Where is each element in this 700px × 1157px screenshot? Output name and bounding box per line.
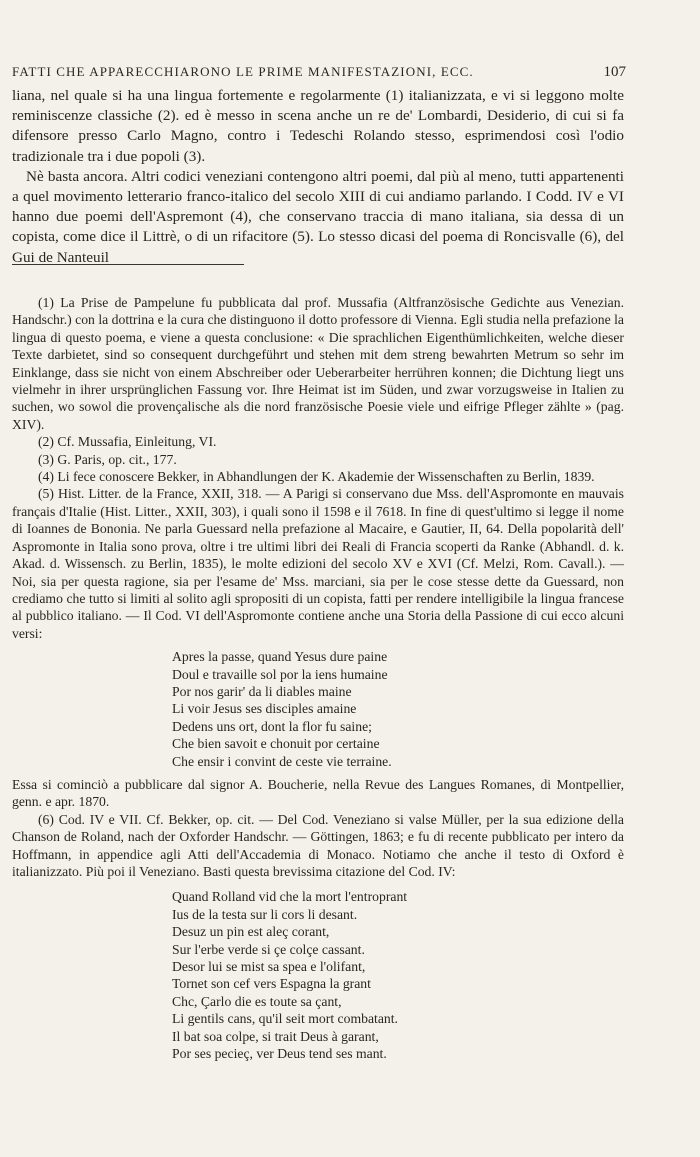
footnote-2: (2) Cf. Mussafia, Einleitung, VI. [38, 434, 217, 450]
footnote-1: (1) La Prise de Pampelune fu pubblicata dal prof. Mussafia (Altfranzösische Gedichte aus Venezian. Handschr.) con la dottrina e la cura che distinguono il dotto professore di Vienna. Egli studia nella prefazione la lingua di questo poema, e viene a questa conclusione: « Die sprachlichen Eigenthümlichkeiten, welche dieser Texte darbietet, sind so consequent durchgeführt und stehen mit dem streng bewahrten Metrum so sehr im Einklange, dass sie nicht von einem Abschreiber oder Ueberarbeiter herrühren konnen; die Dichtung liegt uns vielmehr in ihrer ursprünglichen Fassung vor. Ihre Heimat ist im Süden, und zwar vorzugsweise in Italien zu suchen, wo sowol die provençalische als die nord französische Poesie viele und eifrige Pfleger zählte » (pag. XIV). [12, 295, 624, 432]
verse-line: Li gentils cans, qu'il seit mort combatant. [172, 1011, 398, 1027]
footnote-4: (4) Li fece conoscere Bekker, in Abhandlungen der K. Akademie der Wissenschaften zu Berlin, 1839. [38, 469, 595, 485]
footnote-6: (6) Cod. IV e VII. Cf. Bekker, op. cit. — Del Cod. Veneziano si valse Müller, per la sua edizione della Chanson de Roland, nach der Oxforder Handschr. — Göttingen, 1863; e fu di recente pubblicato per intero da Hoffmann, in appendice agli Atti dell'Accademia di Monaco. Notiamo che anche il testo di Oxford è italianizzato. Più poi il Veneziano. Basti questa brevissima citazione del Cod. IV: [12, 811, 624, 879]
footnotes [12, 294, 624, 1068]
body-paragraph-2: Nè basta ancora. Altri codici veneziani contengono altri poemi, dal più al meno, tutti appartenenti a quel movimento letterario franco-italico del secolo XIII di cui andiamo parlando. I Codd. IV e VI hanno due poemi dell'Aspremont (4), che conservano traccia di mano italiana, sia dessa di un copista, come dice il Littrè, o di un rifacitore (5). Lo stesso dicasi del poema di Roncisvalle (6), del Gui de Nanteuil [12, 167, 624, 266]
verse-line: Che bien savoit e chonuit por certaine [172, 736, 380, 752]
verse-line: Por nos garir' da li diables maine [172, 683, 352, 699]
verse-line: Sur l'erbe verde si çe colçe cassant. [172, 941, 365, 957]
running-title: FATTI CHE APPARECCHIARONO LE PRIME MANIFESTAZIONI, ECC. [12, 64, 474, 79]
verse-line: Por ses pecieç, ver Deus tend ses mant. [172, 1046, 387, 1062]
verse-line: Il bat soa colpe, si trait Deus à garant, [172, 1028, 379, 1044]
verse-line: Desuz un pin est aleç corant, [172, 924, 330, 940]
verse-line: Apres la passe, quand Yesus dure paine [172, 649, 388, 665]
verse-line: Che ensir i convint de ceste vie terraine. [172, 753, 392, 769]
page-number: 107 [603, 64, 626, 80]
running-header [12, 64, 626, 81]
footnote-5-continued: Essa si cominciò a pubblicare dal signor A. Boucherie, nella Revue des Langues Romanes, di Montpellier, genn. e apr. 1870. [12, 776, 624, 810]
verse-line: Desor lui se mist sa spea e l'olifant, [172, 959, 366, 975]
verse-line: Quand Rolland vid che la mort l'entroprant [172, 889, 408, 905]
verse-line: Chc, Çarlo die es toute sa çant, [172, 993, 342, 1009]
main-text [12, 86, 624, 268]
verse-line: Ius de la testa sur li cors li desant. [172, 906, 358, 922]
verse-line: Li voir Jesus ses disciples amaine [172, 701, 357, 717]
footnote-5: (5) Hist. Litter. de la France, XXII, 318. — A Parigi si conservano due Mss. dell'Aspromonte en mauvais français d'Italie (Hist. Litter., XXII, 303), i quali sono il 1598 e il 7618. In fine di quest'ultimo si legge il nome di Ioannes de Bononia. Ne parla Guessard nella prefazione al Macaire, e Gautier, II, 64. Della popolarità dell' Aspromonte in Italia sono prova, oltre i tre ultimi libri dei Reali di Francia scoperti da Ranke (Abhandl. d. k. Akad. d. Wissensch. zu Berlin, 1835), le molte edizioni del secolo XV e XVI (Cf. Melzi, Rom. Cavall.). — Noi, sia per questa ragione, sia per l'esame de' Mss. marciani, sia per le cose stesse dette da Guessard, non crediamo che tutto si limiti al solito agli spropositi di un copista, fatti per rendere intelligibile la lingua francese al pubblico italiano. — Il Cod. VI dell'Aspromonte contiene anche una Storia della Passione di cui ecco alcuni versi: [12, 486, 624, 641]
body-paragraph-1: liana, nel quale si ha una lingua fortemente e regolarmente (1) italianizzata, e vi si leggono molte reminiscenze classiche (2). ed è messo in scena anche un re de' Lombardi, Desiderio, di cui si fa difensore presso Carlo Magno, contro i Tedeschi Rolando stesso, esprimendosi così l'odio tradizionale tra i due popoli (3). [12, 87, 624, 165]
verse-line: Doul e travaille sol por la iens humaine [172, 666, 388, 682]
verse-line: Tornet son cef vers Espagna la grant [172, 976, 371, 992]
verse-passione [12, 648, 624, 770]
footnote-3: (3) G. Paris, op. cit., 177. [38, 451, 177, 467]
verse-roland [12, 888, 624, 1062]
footnote-separator [12, 264, 244, 265]
verse-line: Dedens uns ort, dont la flor fu saine; [172, 718, 372, 734]
